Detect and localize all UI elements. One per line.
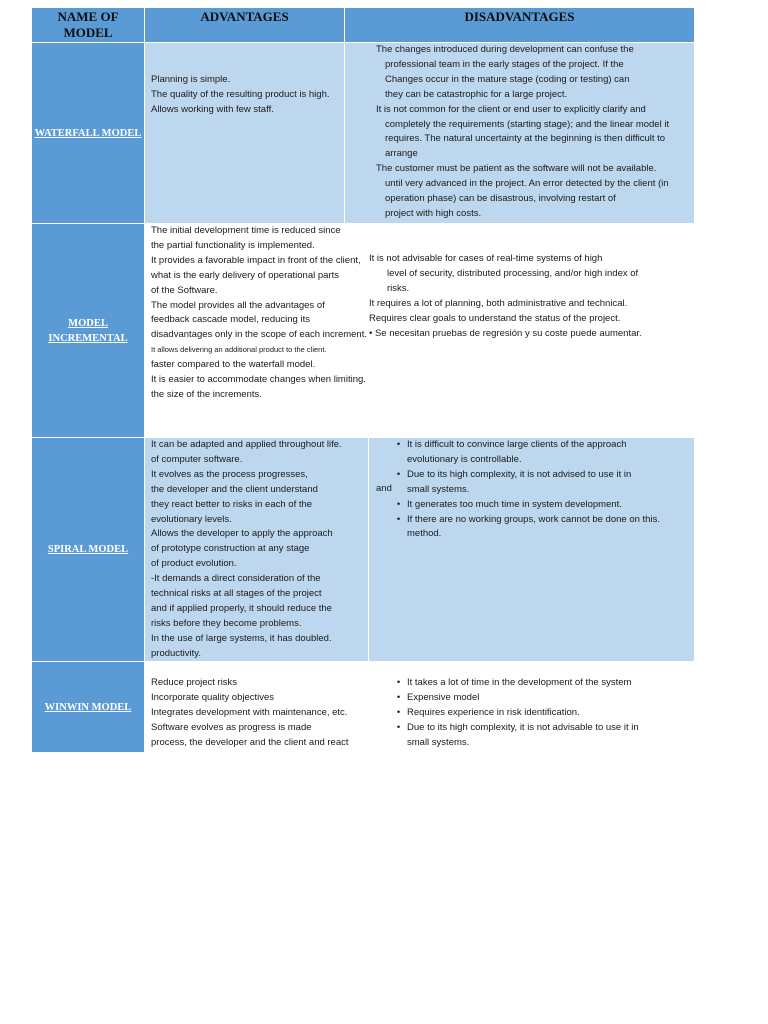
disadvantage-line: they can be catastrophic for a large project.	[385, 88, 568, 100]
bullet-icon: •	[396, 498, 401, 510]
disadvantage-bullet-item	[390, 468, 690, 498]
disadvantage-bullet-item	[390, 498, 690, 513]
disadvantage-line: professional team in the early stages of the project. If the	[385, 58, 624, 70]
disadvantage-bullet-item	[390, 691, 690, 706]
advantage-line: the developer and the client understand	[151, 483, 318, 495]
advantage-line: of prototype construction at any stage	[151, 543, 310, 555]
disadvantage-line: • Se necesitan pruebas de regresión y su coste puede aumentar.	[369, 327, 642, 339]
bullet-icon: •	[396, 691, 401, 703]
advantage-line: the size of the increments.	[151, 388, 262, 400]
disadvantage-line: requires. The natural uncertainty at the beginning is then difficult to	[385, 133, 666, 145]
disadvantage-line: project with high costs.	[385, 207, 482, 219]
bullet-line: It takes a lot of time in the development of the system	[407, 677, 632, 688]
advantage-item: Planning is simple.	[151, 74, 231, 85]
disadvantage-line: The changes introduced during development can confuse the	[376, 44, 634, 55]
bullet-line: Requires experience in risk identification.	[407, 706, 580, 718]
bullet-line: small systems.	[407, 483, 470, 495]
table-row-winwin	[32, 662, 694, 752]
advantage-line: Allows the developer to apply the approach	[151, 528, 333, 540]
advantage-line: Reduce project risks	[151, 677, 238, 688]
advantage-line: faster compared to the waterfall model.	[151, 359, 316, 371]
advantage-line: It is easier to accommodate changes when limiting.	[151, 374, 366, 386]
bullet-icon: •	[396, 513, 401, 525]
header-disadvantages: DISADVANTAGES	[464, 9, 575, 24]
model-name-cell	[32, 438, 145, 661]
advantage-line: process, the developer and the client and react	[151, 736, 349, 748]
disadvantage-line: until very advanced in the project. An error detected by the client (in	[385, 178, 669, 190]
bullet-icon: •	[396, 677, 401, 688]
advantage-line: and if applied properly, it should reduce the	[151, 602, 332, 614]
advantages-cell	[145, 662, 369, 752]
advantage-line: The model provides all the advantages of	[151, 299, 325, 311]
model-name-winwin: WINWIN MODEL	[44, 701, 132, 713]
table-row-spiral	[32, 438, 694, 662]
disadvantage-bullet-item	[390, 706, 690, 721]
bullet-line: Due to its high complexity, it is not advised to use it in	[407, 468, 632, 480]
model-name-cell	[32, 43, 145, 223]
advantage-line: of product evolution.	[151, 558, 237, 570]
advantage-line: Software evolves as progress is made	[151, 721, 312, 733]
advantage-line: -It demands a direct consideration of the	[151, 573, 321, 585]
advantage-line: of the Software.	[151, 284, 218, 296]
advantage-line: In the use of large systems, it has doubled.	[151, 632, 332, 644]
bullet-line: small systems.	[407, 736, 470, 748]
disadvantage-line: arrange	[385, 148, 418, 160]
advantage-line: It provides a favorable impact in front of the client,	[151, 254, 361, 266]
model-name-cell	[32, 662, 145, 752]
model-name-line2: INCREMENTAL	[48, 332, 128, 344]
bullet-line: Expensive model	[407, 691, 480, 703]
advantage-line: Incorporate quality objectives	[151, 691, 275, 703]
advantage-line: risks before they become problems.	[151, 617, 302, 629]
disadvantages-cell	[345, 43, 694, 223]
disadvantage-line: risks.	[387, 282, 410, 294]
disadvantage-line: completely the requirements (starting stage); and the linear model it	[385, 118, 670, 130]
table-header-row	[32, 8, 694, 43]
advantages-cell	[145, 438, 369, 661]
bullet-line: It generates too much time in system development.	[407, 498, 622, 510]
disadvantage-line: It requires a lot of planning, both administrative and technical.	[369, 297, 628, 309]
bullet-line: If there are no working groups, work cannot be done on this.	[407, 513, 660, 525]
comparison-table	[32, 8, 694, 752]
table-row-incremental	[32, 224, 694, 438]
advantage-line: The initial development time is reduced since	[151, 225, 341, 236]
advantage-item: Allows working with few staff.	[151, 103, 274, 115]
disadvantage-line: It is not advisable for cases of real-time systems of high	[369, 253, 603, 264]
disadvantage-bullet-item	[390, 721, 690, 751]
disadvantage-line: level of security, distributed processing, and/or high index of	[387, 267, 639, 279]
disadvantage-line: The customer must be patient as the software will not be available.	[376, 163, 657, 175]
advantage-line: It evolves as the process progresses,	[151, 468, 308, 480]
bullet-icon: •	[396, 721, 401, 733]
advantage-line: productivity.	[151, 647, 201, 659]
disadvantage-line: Requires clear goals to understand the status of the project.	[369, 312, 621, 324]
disadvantage-line: operation phase) can be disastrous, involving restart of	[385, 193, 616, 205]
advantage-item: The quality of the resulting product is high.	[151, 88, 330, 100]
advantages-cell	[145, 224, 369, 438]
model-name-waterfall: WATERFALL MODEL	[34, 127, 142, 139]
header-name-line1: NAME OF	[57, 9, 119, 24]
advantage-line: It allows delivering an additional product to the client.	[151, 345, 327, 355]
advantage-line: evolutionary levels.	[151, 513, 232, 525]
disadvantage-line: Changes occur in the mature stage (coding or testing) can	[385, 73, 630, 85]
model-name-spiral: SPIRAL MODEL	[47, 544, 129, 555]
disadvantages-cell	[369, 662, 694, 752]
table-row-waterfall	[32, 43, 694, 224]
disadvantage-bullet-item	[390, 676, 690, 691]
advantage-line: they react better to risks in each of the	[151, 498, 313, 510]
bullet-icon: •	[396, 439, 401, 450]
disadvantages-cell	[369, 224, 694, 438]
disadvantage-bullet-item	[390, 513, 690, 543]
advantage-line: It can be adapted and applied throughout life.	[151, 439, 342, 450]
advantage-line: of computer software.	[151, 453, 243, 465]
advantages-cell	[145, 43, 345, 223]
advantage-line: Integrates development with maintenance, etc.	[151, 706, 348, 718]
bullet-line: method.	[407, 528, 442, 540]
bullet-line: evolutionary is controllable.	[407, 453, 522, 465]
bullet-line: It is difficult to convince large clients of the approach	[407, 439, 627, 450]
model-name-incremental	[48, 316, 127, 346]
disadvantages-cell	[369, 438, 694, 661]
bullet-icon: •	[396, 468, 401, 480]
bullet-line: Due to its high complexity, it is not advisable to use it in	[407, 721, 639, 733]
disadvantage-line: It is not common for the client or end user to explicitly clarify and	[376, 103, 646, 115]
advantage-line: technical risks at all stages of the project	[151, 588, 322, 600]
header-name-of-model	[32, 8, 145, 42]
header-name-line2: MODEL	[63, 25, 113, 40]
advantage-line: disadvantages only in the scope of each increment.	[151, 329, 367, 341]
model-name-cell	[32, 224, 145, 438]
disadvantage-bullet-item	[390, 438, 690, 468]
model-name-line1: MODEL	[68, 317, 108, 329]
and-label: and	[376, 483, 392, 494]
advantage-line: what is the early delivery of operational parts	[151, 269, 339, 281]
advantage-line: feedback cascade model, reducing its	[151, 314, 310, 326]
header-advantages: ADVANTAGES	[145, 8, 345, 42]
bullet-icon: •	[396, 706, 401, 718]
advantage-line: the partial functionality is implemented.	[151, 239, 315, 251]
